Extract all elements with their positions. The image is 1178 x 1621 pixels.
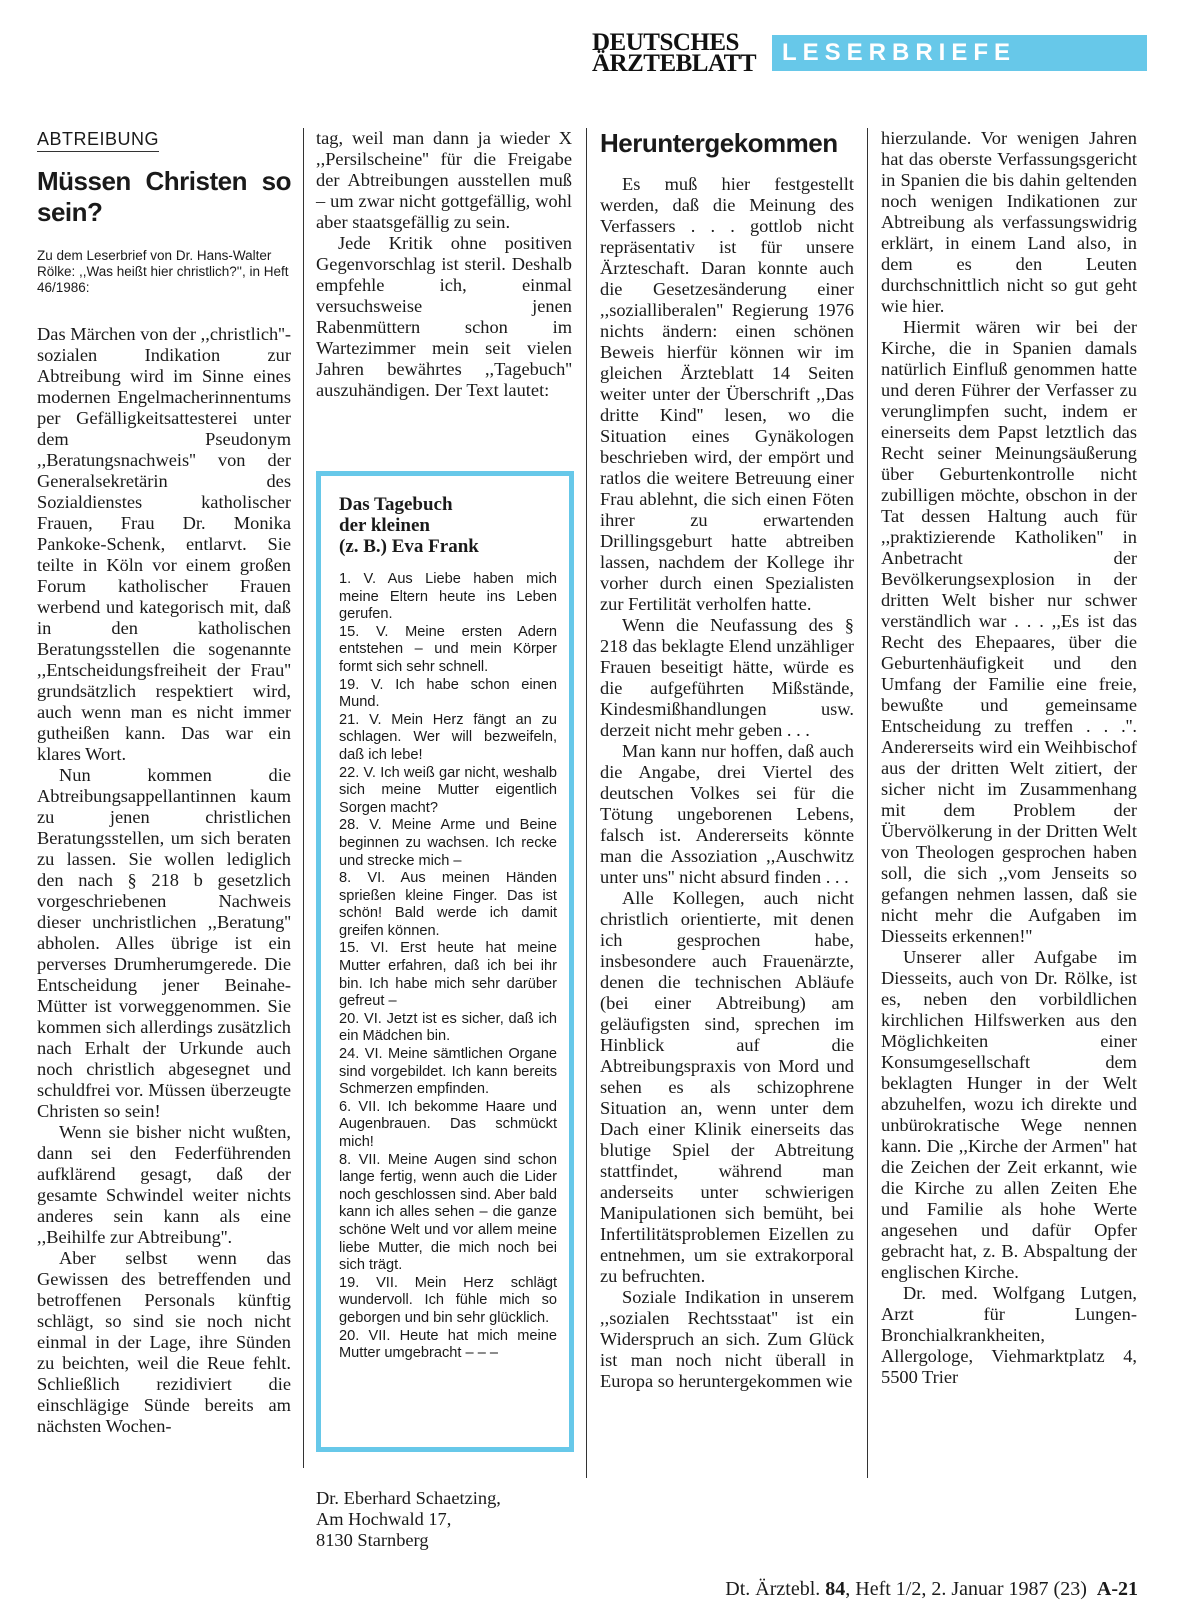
logo-line-1: DEUTSCHES — [592, 29, 739, 56]
column-3 — [600, 128, 854, 1392]
diary-entry: 22. V. Ich weiß gar nicht, weshalb sich meine Mutter eigentlich Sorgen macht? — [339, 764, 557, 816]
footer-volume: 84 — [825, 1578, 846, 1600]
page-footer — [725, 1577, 1138, 1601]
paragraph: tag, weil man dann ja wieder X ,,Persilscheine'' für die Freigabe der Abtreibungen ausstellen muß – um zwar nicht gottgefällig, wohl aber staatsgefällig zu sein. — [316, 128, 572, 232]
paragraph: Wenn sie bisher nicht wußten, dann sei den Federführenden aufklärend gesagt, daß der gesamte Schwindel weiter nichts anderes sein kann als eine ,,Beihilfe zur Abtreibung''. — [37, 1122, 291, 1247]
masthead — [592, 29, 1147, 77]
diary-entry: 24. VI. Meine sämtlichen Organe sind vorgebildet. Ich kann bereits Schmerzen empfinden. — [339, 1046, 557, 1098]
paragraph: Unserer aller Aufgabe im Diesseits, auch von Dr. Rölke, ist es, neben den vorbildlichen kirchlichen Hilfswerken aus den Möglichkeiten einer Konsumgesellschaft dem beklagten Hunger in der Welt abzuhelfen, wozu ich direkte und unbürokratische Wege nennen kann. Die ,,Kirche der Armen'' hat die Zeichen der Zeit erkannt, wie die Kirche zu allen Zeiten Ehe und Familie als hohe Werte angesehen und dafür Opfer gebracht hat, z. B. Abspaltung der englischen Kirche. — [881, 947, 1137, 1282]
column-divider — [303, 128, 304, 1468]
diary-entry: 15. V. Meine ersten Adern entstehen – und mein Körper formt sich sehr schnell. — [339, 623, 557, 675]
column-divider — [586, 128, 587, 1478]
letter-2-signature: Dr. med. Wolfgang Lutgen, Arzt für Lungen-Bronchialkrankheiten, Allergologe, Viehmarktplatz 4, 5500 Trier — [881, 1283, 1137, 1387]
diary-entry: 8. VII. Meine Augen sind schon lange fertig, wenn auch die Lider noch geschlossen sind. Aber bald kann ich alles sehen – die ganze schöne Welt und vor allem meine liebe Mutter, die mich noch bei sich trägt. — [339, 1151, 557, 1274]
page-number: A-21 — [1096, 1578, 1138, 1600]
diary-title: Das Tagebuch der kleinen (z. B.) Eva Frank — [339, 494, 479, 557]
signature-line: Dr. Eberhard Schaetzing, — [316, 1488, 501, 1508]
diary-entry: 21. V. Mein Herz fängt an zu schlagen. Wer will bezweifeln, daß ich lebe! — [339, 711, 557, 763]
letter-1-signature — [316, 1488, 576, 1551]
paragraph: Aber selbst wenn das Gewissen des betreffenden und betroffenen Personals künftig schlägt, so sind sie noch nicht einmal in der Lage, ihre Sünden zu beichten, weil die Reue fehlt. Schließlich rezidiviert die einschlägige Sünde bereits am nächsten Wochen- — [37, 1248, 291, 1436]
diary-entry: 28. V. Meine Arme und Beine beginnen zu wachsen. Ich recke und strecke mich – — [339, 817, 557, 869]
paragraph: Alle Kollegen, auch nicht christlich orientierte, mit denen ich gesprochen habe, insbesondere auch Frauenärzte, denen die technischen Abläufe (bei einer Abtreibung) am geläufigsten sind, sprechen im Hinblick auf die Abtreibungspraxis von Mord und sehen es als schizophrene Situation an, wenn unter dem Dach einer Klinik einerseits das blutige Spiel der Abtreitung stattfindet, während man anderseits unter schwierigen Manipulationen sich bemüht, bei Infertilitätsproblemen Eizellen zu entnehmen, um sie extrakorporal zu befruchten. — [600, 888, 854, 1286]
column-divider — [867, 128, 868, 1478]
diary-entry: 8. VI. Aus meinen Händen sprießen kleine Finger. Das ist schön! Bald werde ich damit greifen können. — [339, 870, 557, 939]
diary-entry: 20. VII. Heute hat mich meine Mutter umgebracht – – – — [339, 1327, 557, 1362]
paragraph: Man kann nur hoffen, daß auch die Angabe, drei Viertel des deutschen Volkes sei für die Tötung ungeborenen Lebens, falsch ist. Andererseits könnte man die Assoziation ,,Auschwitz unter uns'' nicht absurd finden . . . — [600, 741, 854, 887]
letter-2-headline: Heruntergekommen — [600, 128, 838, 158]
paragraph: Hiermit wären wir bei der Kirche, die in Spanien damals natürlich Einfluß genommen hatte und deren Führer der Verfasser zu verunglimpfen sucht, indem er einerseits dem Papst letztlich das Recht seiner Meinungsäußerung über Geburtenkontrolle nicht zubilligen möchte, obschon in der Tat dessen Haltung auch für ,,praktizierende Katholiken'' in Anbetracht der Bevölkerungsexplosion in der dritten Welt bisher nur schwer verständlich war . . . ,,Es ist das Recht des Ehepaares, über die Geburtenhäufigkeit und den Umfang der Familie eine freie, bewußte und gemeinsame Entscheidung zu treffen . . .''. Andererseits wird ein Weihbischof aus der dritten Welt zitiert, der sicher nicht im Zusammenhang mit dem Problem der Übervölkerung in der Dritten Welt von Theologen gesprochen haben soll, die sich ,,vom Jenseits so gefangen nehmen lassen, daß sie nicht mehr die Aufgaben im Diesseits erkennen!'' — [881, 317, 1137, 946]
letter-1-intro: Zu dem Leserbrief von Dr. Hans-Walter Rölke: ,,Was heißt hier christlich?'', in Heft 46/1986: — [37, 248, 289, 295]
signature-line: 8130 Starnberg — [316, 1530, 429, 1550]
logo-line-2: ÄRZTEBLATT — [592, 50, 757, 77]
paragraph: Soziale Indikation in unserem ,,sozialen Rechtsstaat'' ist ein Widerspruch an sich. Zum Glück ist man noch nicht überall in Europa so heruntergekommen wie — [600, 1287, 854, 1391]
section-banner: LESERBRIEFE — [772, 35, 1147, 71]
paragraph: Das Märchen von der ,,christlich''-sozialen Indikation zur Abtreibung wird im Sinne eines modernen Engelmacherinnentums per Gefälligkeitsattesterei unter dem Pseudonym ,,Beratungsnachweis'' von der Generalsekretärin des Sozialdienstes katholischer Frauen, Frau Dr. Monika Pankoke-Schenk, entlarvt. Sie teilte in Köln vor einem großen Forum katholischer Frauen werbend und kategorisch mit, daß in den katholischen Beratungsstellen die sogenannte ,,Entscheidungsfreiheit der Frau'' grundsätzlich respektiert wird, auch wenn man es nicht immer gutheißen kann. Das war ein klares Wort. — [37, 324, 291, 764]
column-4 — [881, 128, 1137, 1388]
column-1 — [37, 128, 291, 1437]
diary-entry: 6. VII. Ich bekomme Haare und Augenbrauen. Das schmückt mich! — [339, 1098, 557, 1150]
column-2 — [316, 128, 572, 401]
diary-entry: 19. V. Ich habe schon einen Mund. — [339, 676, 557, 711]
diary-entry: 1. V. Aus Liebe haben mich meine Eltern heute ins Leben gerufen. — [339, 571, 557, 623]
diary-entry: 20. VI. Jetzt ist es sicher, daß ich ein Mädchen bin. — [339, 1010, 557, 1045]
signature-line: Am Hochwald 17, — [316, 1509, 452, 1529]
footer-journal: Dt. Ärztebl. — [725, 1578, 821, 1600]
diary-entry: 15. VI. Erst heute hat meine Mutter erfahren, daß ich bei ihr bin. Ich habe mich sehr darüber gefreut – — [339, 940, 557, 1010]
diary-entry: 19. VII. Mein Herz schlägt wundervoll. Ich fühle mich so geborgen und bin sehr glücklich. — [339, 1274, 557, 1326]
paragraph: Nun kommen die Abtreibungsappellantinnen kaum zu jenen christlichen Beratungsstellen, um sich beraten zu lassen. Sie wollen lediglich den nach § 218 b gesetzlich vorgeschriebenen Nachweis dieser unchristlichen ,,Beratung'' abholen. Alles übrige ist ein perverses Drumherumgerede. Die Entscheidung jener Beinahe-Mütter ist vorweggenommen. Sie kommen sich allerdings zusätzlich nach Erhalt der Urkunde auch noch christlich abgesegnet und schuldfrei vor. Müssen überzeugte Christen so sein! — [37, 765, 291, 1121]
letter-1-headline: Müssen Christen so sein? — [37, 166, 291, 227]
footer-issue: , Heft 1/2, 2. Januar 1987 (23) — [845, 1578, 1087, 1600]
journal-logo — [592, 29, 772, 77]
paragraph: Jede Kritik ohne positiven Gegenvorschlag ist steril. Deshalb empfehle ich, einmal versuchsweise jenen Rabenmüttern schon im Wartezimmer mein seit vielen Jahren bewährtes ,,Tagebuch'' auszuhändigen. Der Text lautet: — [316, 233, 572, 400]
paragraph: hierzulande. Vor wenigen Jahren hat das oberste Verfassungsgericht in Spanien die bis dahin geltenden noch wenigen Indikationen zur Abtreibung als verfassungswidrig erklärt, in einem Land also, in dem es den Leuten durchschnittlich nicht so gut geht wie hier. — [881, 128, 1137, 316]
paragraph: Es muß hier festgestellt werden, daß die Meinung des Verfassers . . . gottlob nicht repräsentativ ist für unsere Ärzteschaft. Daran konnte auch die Gesetzesänderung einer ,,sozialliberalen'' Regierung 1976 nichts ändern: einen schönen Beweis hierfür können wir im gleichen Ärzteblatt 14 Seiten weiter unter der Überschrift ,,Das dritte Kind'' lesen, wo die Situation eines Gynäkologen beschrieben wird, der empört und ratlos die weitere Betreuung einer Frau ablehnt, die sich einen Föten ihrer zu erwartenden Drillingsgeburt hatte abtreiben lassen, nachdem der Kollege ihr vorher durch einen Spezialisten zur Fertilität verholfen hatte. — [600, 174, 854, 614]
department-label: ABTREIBUNG — [37, 128, 159, 152]
paragraph: Wenn die Neufassung des § 218 das beklagte Elend unzähliger Frauen beseitigt hätte, würde es die aufgeführten Mißstände, Kindesmißhandlungen usw. derzeit nicht mehr geben . . . — [600, 615, 854, 740]
diary-box — [316, 471, 574, 1452]
